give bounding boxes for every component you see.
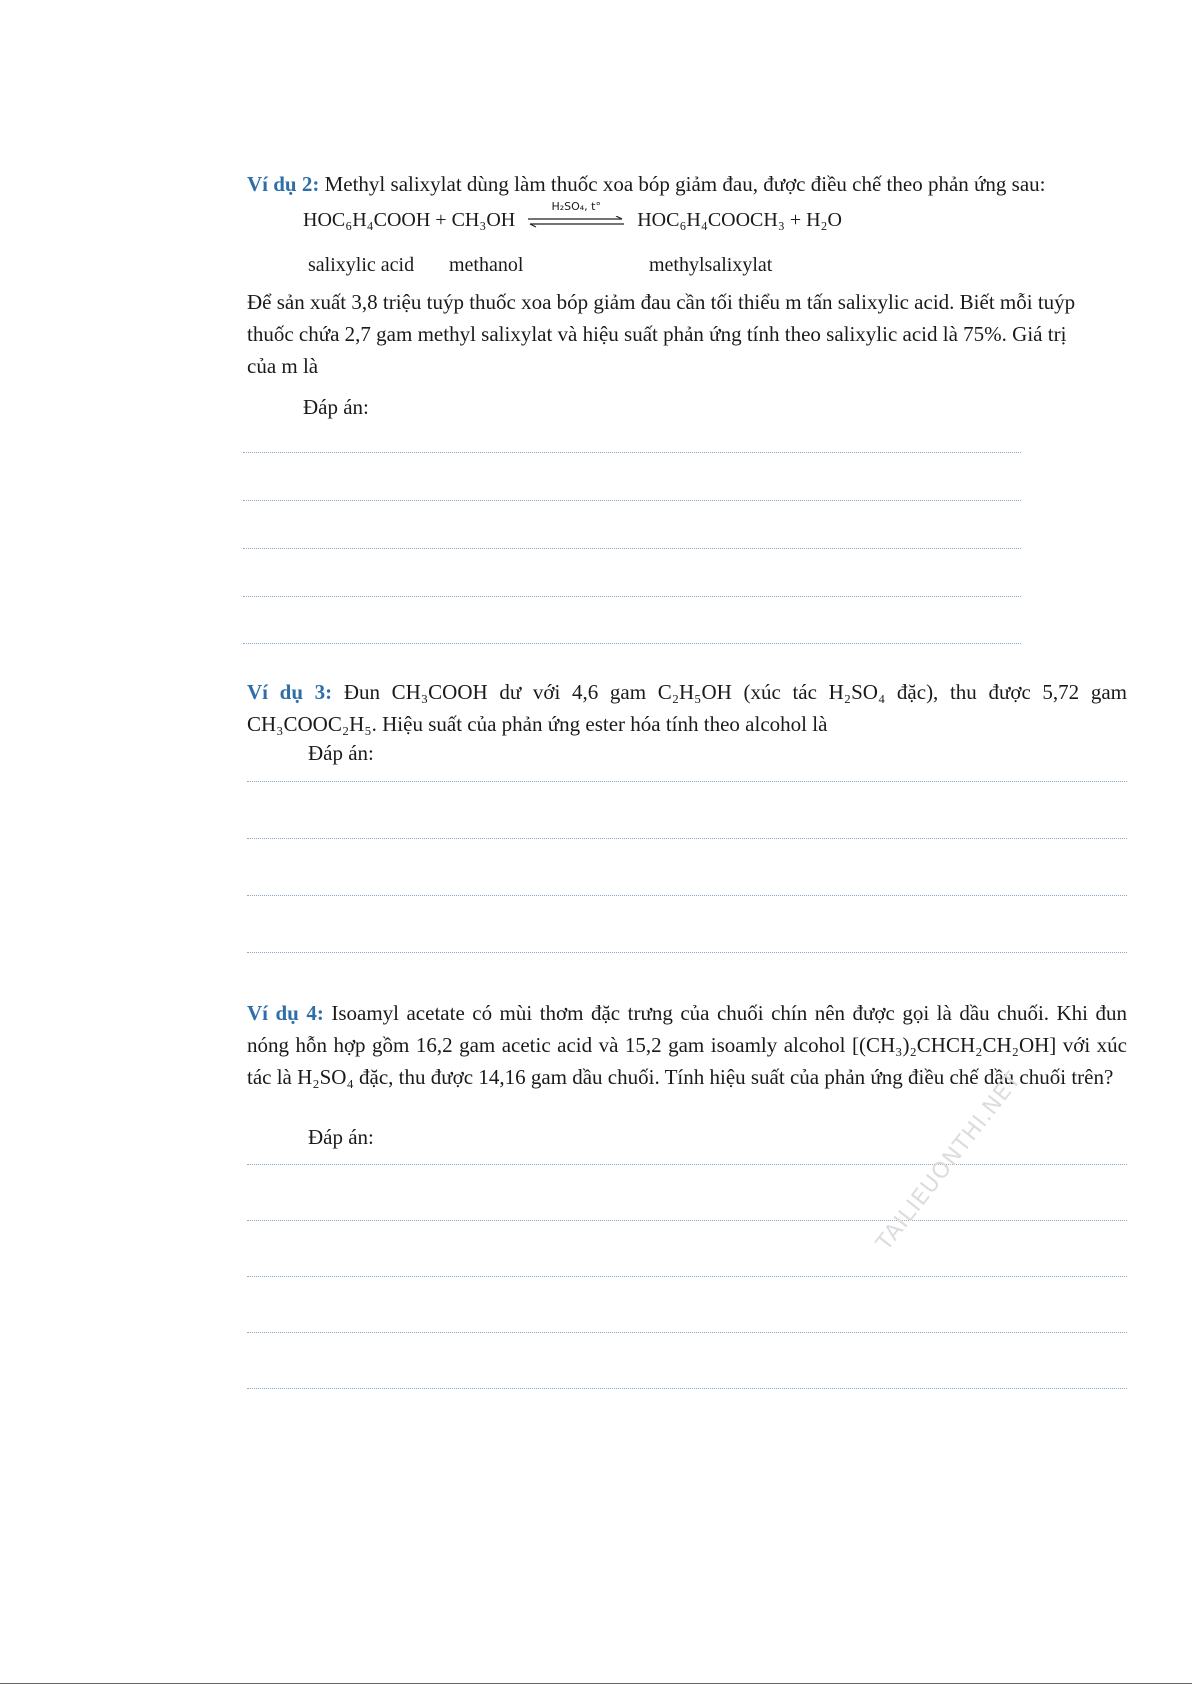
example-4-text [247, 997, 1127, 1093]
answer-line [247, 781, 1127, 782]
page-bottom-rule [0, 1683, 1192, 1684]
example-3-answer-label: Đáp án: [308, 741, 374, 765]
example-3-label: Ví dụ 3: [247, 680, 333, 704]
reaction-condition: H₂SO₄, t° [551, 200, 601, 214]
answer-line [247, 1388, 1127, 1389]
name-methanol: methanol [449, 254, 524, 276]
answer-line [247, 952, 1127, 953]
example-2-label: Ví dụ 2: [247, 172, 320, 196]
example-2-answer-label: Đáp án: [303, 395, 369, 419]
answer-line [247, 1220, 1127, 1221]
name-salixylic-acid: salixylic acid [308, 254, 415, 276]
example-4-body: Isoamyl acetate có mùi thơm đặc trưng của chuối chín nên được gọi là dầu chuối. Khi đun nóng hỗn hợp gồm 16,2 gam acetic acid và 15,2 gam isoamly alcohol [(CH₃)₂CHCH₂CH₂OH] với xúc tác là H₂SO₄ đặc, thu được 14,16 gam dầu chuối. Tính hiệu suất của phản ứng điều chế dầu chuối trên? [247, 1001, 1128, 1089]
answer-line [247, 838, 1127, 839]
answer-line [243, 548, 1021, 549]
example-3-text [247, 676, 1127, 740]
watermark-text: TAILIEUONTHI.NET [872, 1067, 1027, 1256]
equilibrium-arrow-icon [528, 200, 624, 232]
answer-line [243, 643, 1021, 644]
name-methylsalixylat: methylsalixylat [649, 254, 773, 276]
answer-line [247, 1276, 1127, 1277]
answer-line [243, 596, 1021, 597]
example-2-intro [247, 168, 1077, 200]
example-3-body: Đun CH₃COOH dư với 4,6 gam C₂H₅OH (xúc tác H₂SO₄ đặc), thu được 5,72 gam CH₃COOC₂H₅. Hiệu suất của phản ứng ester hóa tính theo alcohol là [247, 680, 1127, 736]
answer-line [243, 452, 1021, 453]
example-2-intro-text: Methyl salixylat dùng làm thuốc xoa bóp giảm đau, được điều chế theo phản ứng sau: [324, 172, 1046, 196]
reactants: HOC₆H₄COOH + CH₃OH [303, 209, 516, 231]
answer-line [247, 1164, 1127, 1165]
products: HOC₆H₄COOCH₃ + H₂O [637, 209, 842, 231]
example-2-body: Để sản xuất 3,8 triệu tuýp thuốc xoa bóp giảm đau cần tối thiểu m tấn salixylic acid. Biết mỗi tuýp thuốc chứa 2,7 gam methyl salixylat và hiệu suất phản ứng tính theo salixylic acid là 75%. Giá trị của m là [247, 290, 1076, 378]
answer-line [247, 895, 1127, 896]
answer-line [243, 500, 1021, 501]
example-4-label: Ví dụ 4: [247, 1001, 324, 1025]
reaction-equation [303, 200, 842, 232]
example-4-answer-label: Đáp án: [308, 1125, 374, 1149]
answer-line [247, 1332, 1127, 1333]
